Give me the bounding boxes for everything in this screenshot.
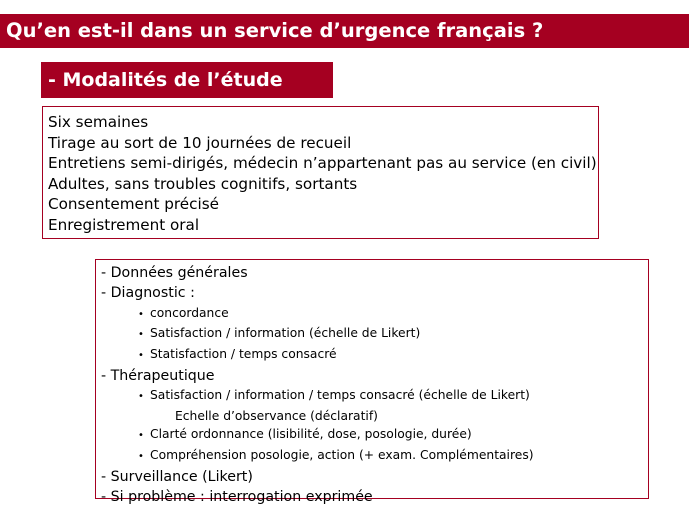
sub-item-label: concordance	[150, 305, 229, 320]
sub-item	[101, 304, 648, 325]
bullet-icon: •	[138, 430, 144, 442]
sub-item-continuation: Echelle d’observance (déclaratif)	[175, 408, 378, 423]
modality-line: Six semaines	[48, 113, 149, 131]
list-item-general-data: - Données générales	[101, 265, 248, 281]
sub-item-label: Compréhension posologie, action (+ exam. Complémentaires)	[150, 448, 534, 463]
slide-title: Qu’en est-il dans un service d’urgence français ?	[6, 19, 544, 42]
sub-item-label: Satisfaction / information / temps consacré (échelle de Likert)	[150, 388, 530, 402]
interview-content-box	[95, 259, 649, 506]
section-title-bar	[41, 62, 333, 98]
bullet-icon: •	[138, 451, 144, 463]
sub-item	[101, 386, 648, 407]
list-item-therapeutic: - Thérapeutique	[101, 367, 215, 384]
bullet-icon: •	[138, 350, 144, 361]
bullet-icon: •	[138, 329, 144, 341]
sub-item-label: Clarté ordonnance (lisibilité, dose, posologie, durée)	[150, 427, 472, 442]
sub-item	[101, 345, 648, 366]
list-item-surveillance: - Surveillance (Likert)	[101, 468, 253, 485]
slide-title-bar	[0, 14, 689, 48]
section-title: - Modalités de l’étude	[48, 69, 283, 91]
modality-line: Consentement précisé	[48, 195, 219, 213]
list-item-problem: - Si problème : interrogation exprimée	[101, 489, 373, 506]
study-modalities-box	[42, 106, 599, 239]
modality-line: Adultes, sans troubles cognitifs, sortants	[48, 174, 358, 193]
bullet-icon: •	[138, 308, 144, 320]
sub-item	[101, 446, 648, 467]
sub-item	[101, 425, 648, 446]
list-item-diagnostic: - Diagnostic :	[101, 285, 195, 302]
modality-line: Enregistrement oral	[48, 215, 200, 234]
sub-item-label: Satisfaction / information (échelle de Likert)	[150, 326, 421, 341]
sub-item	[101, 324, 648, 345]
sub-item-label: Statisfaction / temps consacré	[150, 347, 337, 361]
modality-line: Entretiens semi-dirigés, médecin n’appartenant pas au service (en civil)	[48, 154, 597, 172]
bullet-icon: •	[138, 391, 144, 402]
modality-line: Tirage au sort de 10 journées de recueil	[48, 133, 352, 152]
